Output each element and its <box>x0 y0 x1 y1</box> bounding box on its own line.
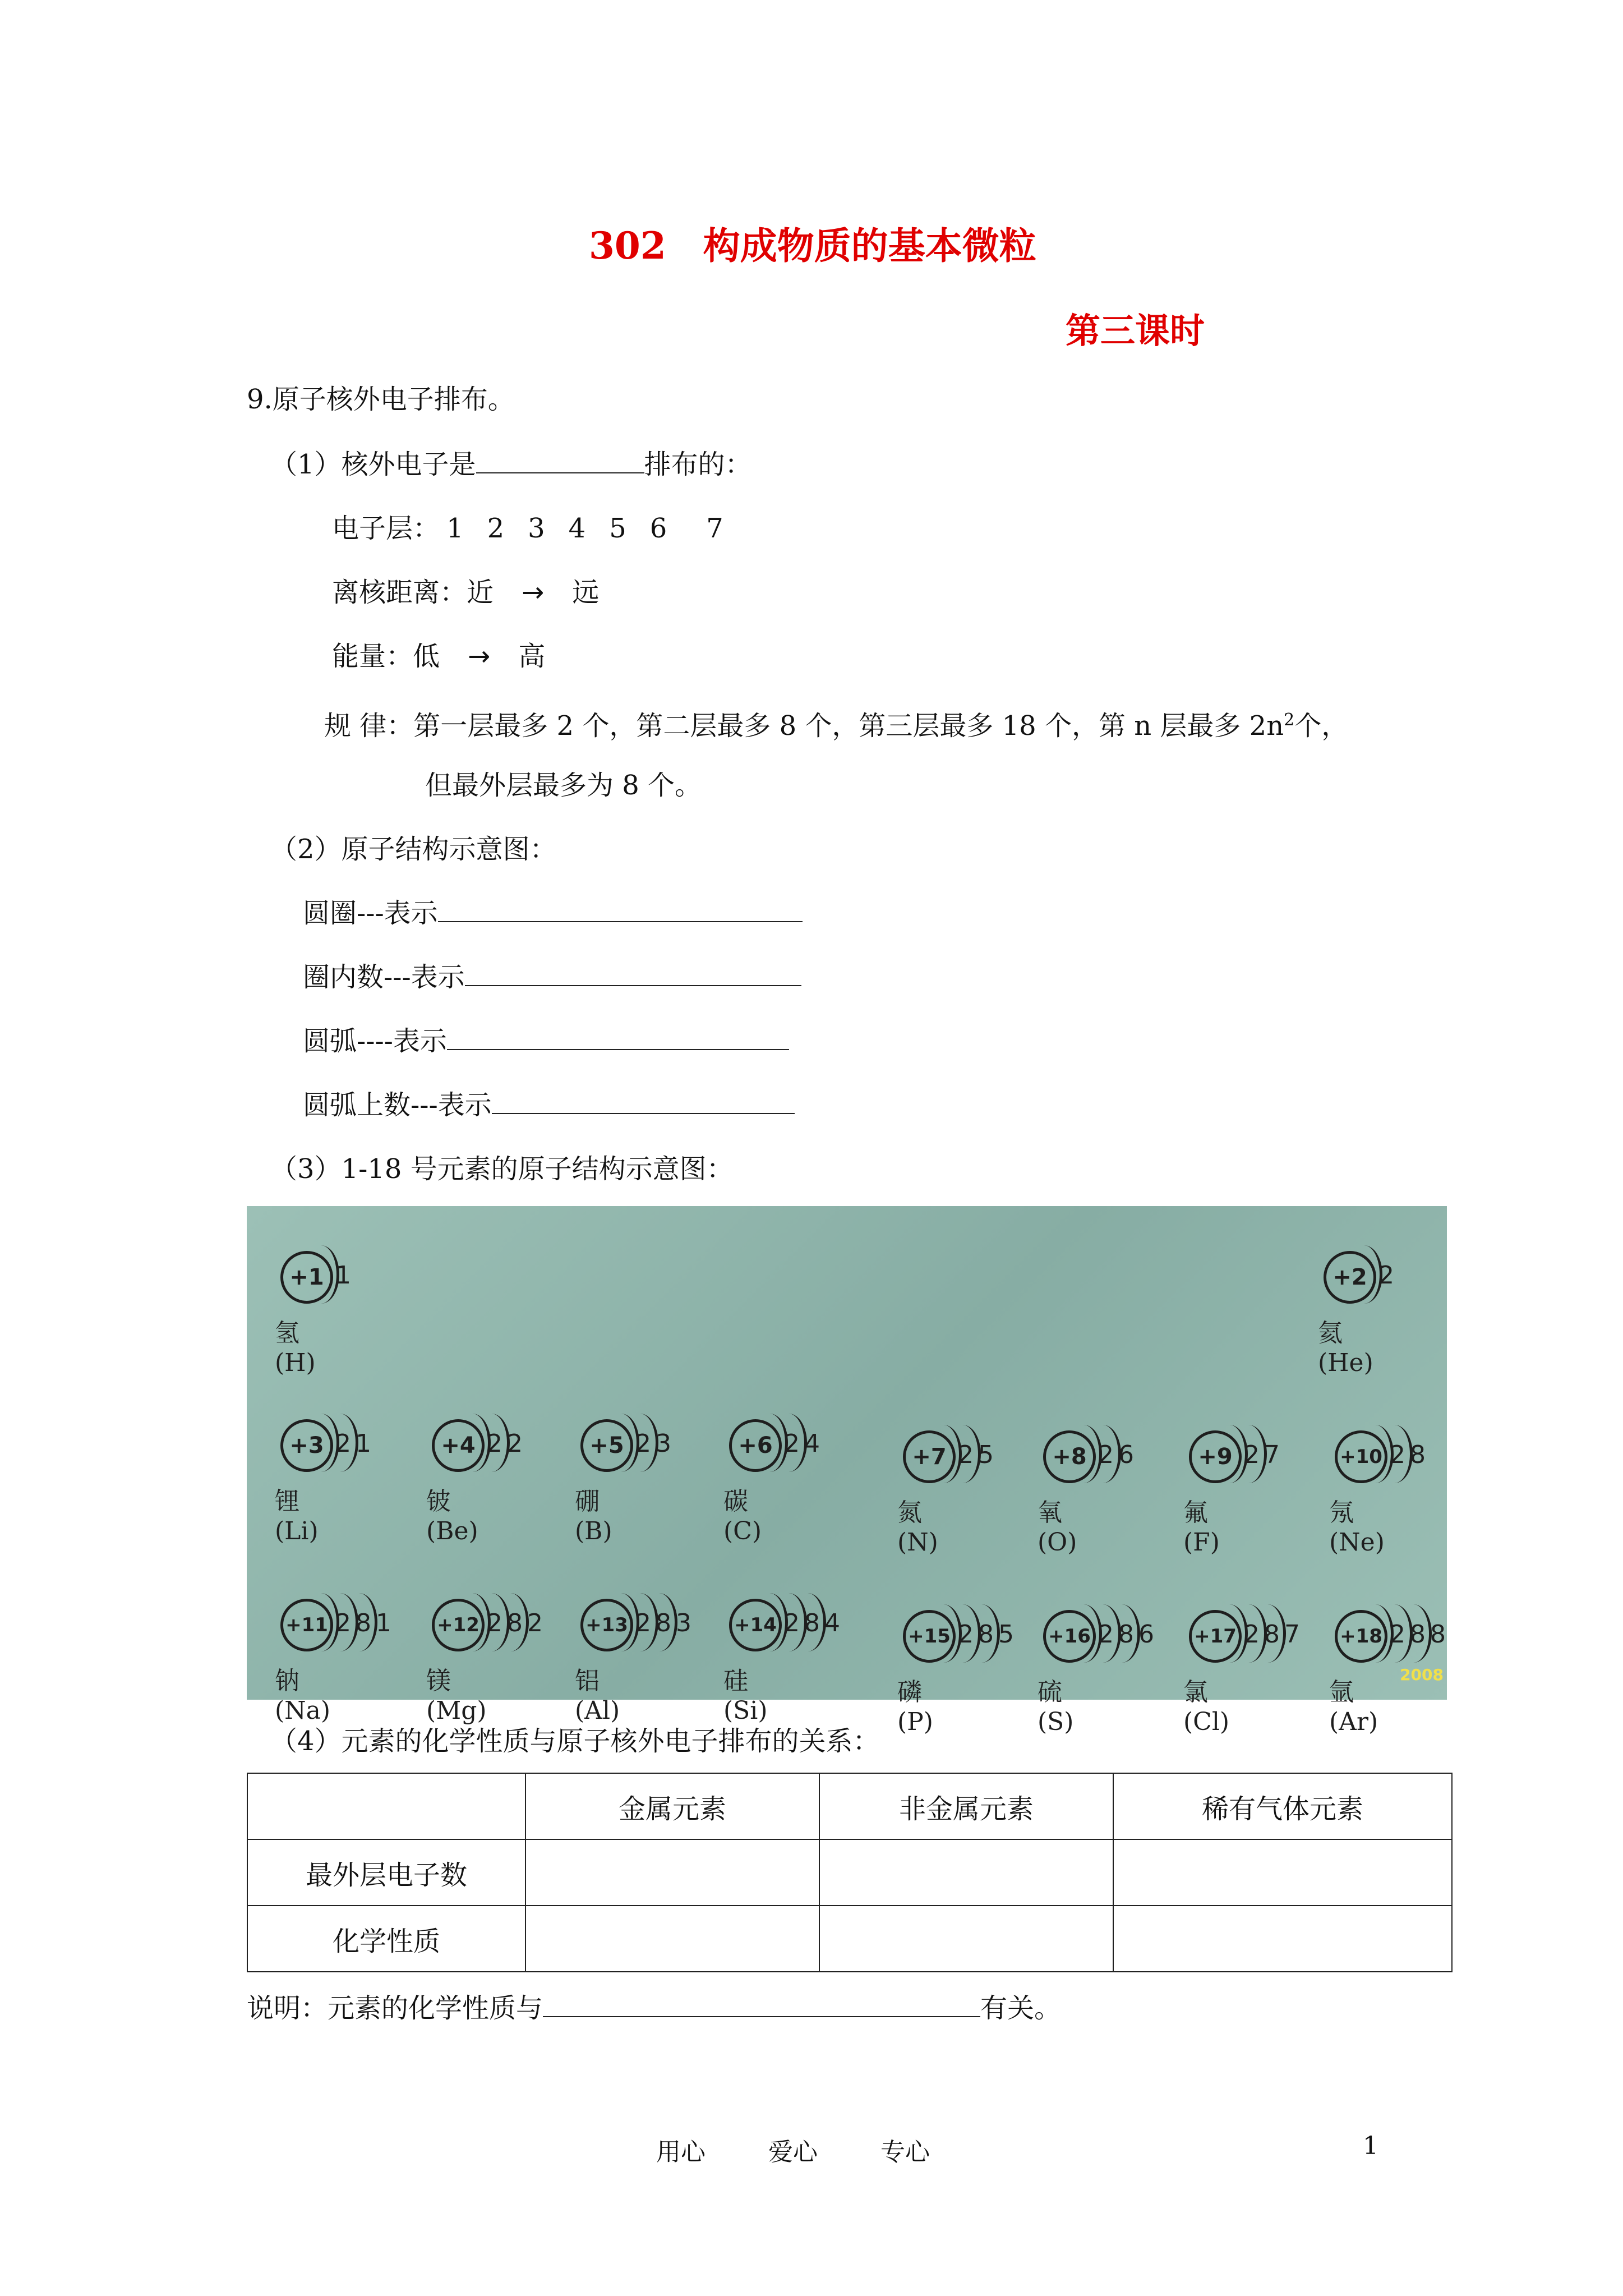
element-name: 硼(B) <box>575 1487 612 1545</box>
part1-heading-pre: （1）核外电子是 <box>270 449 476 480</box>
blank-arrangement[interactable] <box>476 448 644 473</box>
blank-arc-number[interactable] <box>492 1088 795 1114</box>
item-label: 圈内数---表示 <box>303 961 465 993</box>
shell-number: 2 <box>487 513 505 544</box>
element-name: 氧(O) <box>1038 1498 1077 1557</box>
table-cell[interactable] <box>525 1906 819 1972</box>
lesson-subtitle: 第三课时 <box>1066 310 1205 351</box>
shell-number: 5 <box>609 513 626 544</box>
electron-count: 24 <box>784 1429 824 1458</box>
table-cell[interactable] <box>1113 1839 1452 1906</box>
shells-line <box>332 512 723 545</box>
arrow-right-icon: → <box>522 577 545 608</box>
table-header-cell: 金属元素 <box>525 1773 819 1839</box>
table-cell[interactable] <box>525 1839 819 1906</box>
electron-count: 25 <box>958 1441 998 1469</box>
part2-heading: （2）原子结构示意图： <box>270 834 557 865</box>
nucleus-charge: +8 <box>1043 1430 1096 1483</box>
footer-text-1: 用心 <box>656 2138 706 2166</box>
electron-count: 282 <box>487 1609 547 1637</box>
element-name: 氯(Cl) <box>1183 1678 1230 1736</box>
energy-high: 高 <box>518 641 546 672</box>
element-name: 氢(H) <box>275 1319 316 1377</box>
rule-text-a: 规 律：第一层最多 2 个，第二层最多 8 个，第三层最多 18 个，第 n 层最多 2n <box>324 710 1284 742</box>
nucleus-charge: +11 <box>280 1599 333 1651</box>
table-header-cell: 非金属元素 <box>819 1773 1113 1839</box>
item-label: 圆弧----表示 <box>303 1025 447 1057</box>
element-name: 氩(Ar) <box>1329 1678 1378 1736</box>
rule-text-b: 个， <box>1294 710 1349 742</box>
nucleus-charge: +6 <box>729 1419 782 1472</box>
electron-count: 288 <box>1390 1620 1450 1649</box>
part1-heading-post: 排布的： <box>644 449 752 480</box>
shell-number: 1 <box>446 513 464 544</box>
nucleus-charge: +4 <box>432 1419 485 1472</box>
table-corner-cell <box>247 1773 525 1839</box>
shell-number: 6 <box>649 513 667 544</box>
page-title: 302 构成物质的基本微粒 <box>589 224 1036 268</box>
element-name: 铝(Al) <box>575 1667 620 1725</box>
element-name: 氦(He) <box>1318 1319 1373 1377</box>
table-cell[interactable] <box>819 1906 1113 1972</box>
table-header-cell: 稀有气体元素 <box>1113 1773 1452 1839</box>
nucleus-charge: +12 <box>432 1599 485 1651</box>
nucleus-charge: +5 <box>580 1419 633 1472</box>
rule-line-2: 但最外层最多为 8 个。 <box>425 770 702 801</box>
nucleus-charge: +17 <box>1189 1610 1242 1663</box>
footer-text-2: 爱心 <box>768 2138 818 2166</box>
diagram-item-inner-number <box>303 960 801 994</box>
note-post: 有关。 <box>980 1993 1062 2024</box>
nucleus-charge: +18 <box>1335 1610 1387 1663</box>
nucleus-charge: +16 <box>1043 1610 1096 1663</box>
shell-number: 4 <box>568 513 586 544</box>
distance-label: 离核距离：近 <box>332 577 494 608</box>
table-row-header: 化学性质 <box>247 1906 525 1972</box>
element-name: 铍(Be) <box>426 1487 478 1545</box>
shell-number: 3 <box>528 513 545 544</box>
element-name: 硅(Si) <box>723 1667 768 1725</box>
element-name: 硫(S) <box>1038 1678 1074 1736</box>
blank-note[interactable] <box>543 1991 980 2017</box>
electron-count: 287 <box>1244 1620 1304 1649</box>
element-name: 锂(Li) <box>275 1487 319 1545</box>
distance-line <box>332 576 599 609</box>
blank-circle[interactable] <box>438 896 803 922</box>
electron-count: 2 <box>1378 1261 1399 1290</box>
element-name: 氟(F) <box>1183 1498 1220 1557</box>
element-name: 磷(P) <box>897 1678 933 1736</box>
electron-count: 28 <box>1390 1441 1430 1469</box>
item-label: 圆弧上数---表示 <box>303 1089 492 1121</box>
energy-label: 能量：低 <box>332 641 440 672</box>
photo-date-stamp: 2008 <box>1400 1665 1444 1684</box>
nucleus-charge: +2 <box>1324 1251 1376 1304</box>
energy-line <box>332 639 545 673</box>
atomic-structure-photo <box>247 1206 1450 1736</box>
electron-count: 27 <box>1244 1441 1284 1469</box>
item-label: 圆圈---表示 <box>303 898 438 929</box>
table-row <box>247 1839 1452 1906</box>
shells-numbers <box>440 513 723 544</box>
electron-count: 23 <box>635 1429 676 1458</box>
rule-superscript: 2 <box>1284 710 1295 730</box>
rule-line-1 <box>324 703 1348 743</box>
part3-heading: （3）1-18 号元素的原子结构示意图： <box>270 1153 734 1185</box>
nucleus-charge: +1 <box>280 1251 333 1304</box>
table-cell[interactable] <box>819 1839 1113 1906</box>
page-number: 1 <box>1363 2132 1378 2160</box>
electron-count: 284 <box>784 1609 845 1637</box>
electron-shell-arc <box>303 1245 339 1304</box>
table-row-header: 最外层电子数 <box>247 1839 525 1906</box>
note-line <box>247 1991 1061 2025</box>
relation-table <box>247 1773 1453 1972</box>
diagram-item-circle <box>303 896 803 930</box>
element-name: 碳(C) <box>723 1487 762 1545</box>
section-heading: 9.原子核外电子排布。 <box>247 384 515 415</box>
part1-heading <box>270 448 752 481</box>
electron-count: 281 <box>335 1609 396 1637</box>
table-cell[interactable] <box>1113 1906 1452 1972</box>
nucleus-charge: +13 <box>580 1599 633 1651</box>
electron-count: 283 <box>635 1609 696 1637</box>
arrow-right-icon: → <box>468 641 491 672</box>
nucleus-charge: +14 <box>729 1599 782 1651</box>
element-name: 氖(Ne) <box>1329 1498 1385 1557</box>
electron-count: 22 <box>487 1429 527 1458</box>
electron-count: 286 <box>1098 1620 1159 1649</box>
element-name: 镁(Mg) <box>426 1667 487 1725</box>
element-name: 钠(Na) <box>275 1667 331 1725</box>
table-row <box>247 1906 1452 1972</box>
nucleus-charge: +7 <box>903 1430 956 1483</box>
part4-heading: （4）元素的化学性质与原子核外电子排布的关系： <box>270 1726 880 1757</box>
electron-shell-arc <box>1346 1245 1382 1304</box>
diagram-item-arc <box>303 1024 789 1058</box>
blank-arc[interactable] <box>447 1024 789 1050</box>
shell-number: 7 <box>706 513 723 544</box>
nucleus-charge: +3 <box>280 1419 333 1472</box>
nucleus-charge: +15 <box>903 1610 956 1663</box>
table-header-row <box>247 1773 1452 1839</box>
electron-count: 26 <box>1098 1441 1138 1469</box>
note-pre: 说明：元素的化学性质与 <box>247 1993 543 2024</box>
shells-label: 电子层： <box>332 513 440 544</box>
diagram-item-arc-number <box>303 1088 795 1122</box>
footer-text-3: 专心 <box>880 2138 930 2166</box>
electron-count: 1 <box>335 1261 356 1290</box>
distance-far: 远 <box>572 577 600 608</box>
element-name: 氮(N) <box>897 1498 938 1557</box>
electron-count: 21 <box>335 1429 376 1458</box>
nucleus-charge: +10 <box>1335 1430 1387 1483</box>
electron-count: 285 <box>958 1620 1018 1649</box>
nucleus-charge: +9 <box>1189 1430 1242 1483</box>
blank-inner-number[interactable] <box>465 960 801 986</box>
